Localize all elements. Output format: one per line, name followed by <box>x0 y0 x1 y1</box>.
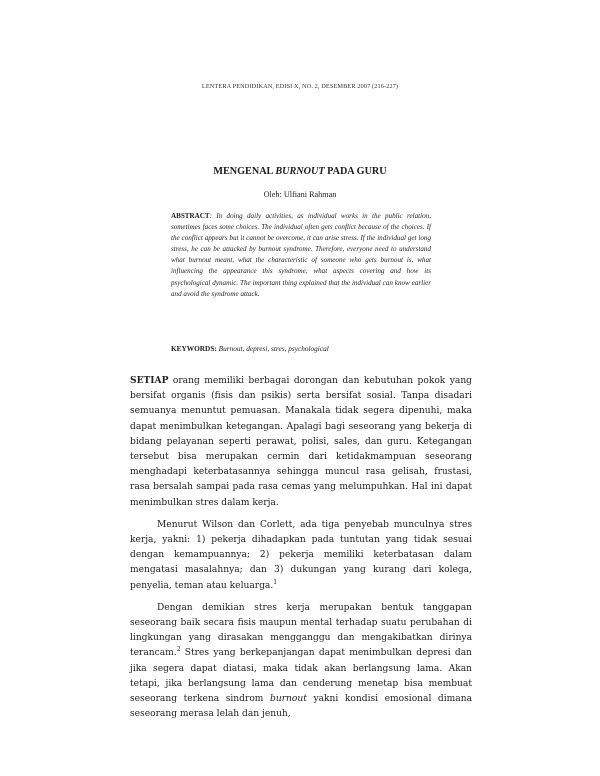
paragraph-2-text: Menurut Wilson dan Corlett, ada tiga penyebab munculnya stres kerja, yakni: 1) pekerja dihadapkan pada tuntutan yang tidak sesuai dengan kemampuannya; 2) pekerja memiliki keterbatasan dalam mengatasi masalahnya; dan 3) dukungan yang kurang dari kolega, penyelia, teman atau keluarga. <box>130 519 472 591</box>
abstract-label: ABSTRACT <box>171 212 210 220</box>
title-part-2: PADA GURU <box>324 166 387 177</box>
article-title <box>0 166 600 177</box>
paragraph-3-text-b: Stres yang berkepanjangan dapat menimbulkan depresi dan jika segera dapat diatasi, maka tidak akan berlangsung lama. Akan tetapi, jika berlangsung lama dan cenderung menetap bisa membuat seseorang terkena sindrom <box>130 648 472 705</box>
author-line: Oleh: Ulfiani Rahman <box>263 190 337 199</box>
paragraph-3 <box>130 601 472 723</box>
paragraph-3-italic: burnout <box>270 694 307 705</box>
title-part-1: MENGENAL <box>213 166 276 177</box>
paragraph-1 <box>130 373 472 511</box>
abstract <box>171 211 431 300</box>
paragraph-1-lead: SETIAP <box>130 375 169 386</box>
running-head: LENTERA PENDIDIKAN, EDISI X, NO. 2, DESEMBER 2007 (216-227) <box>201 83 399 90</box>
footnote-ref-1[interactable]: 1 <box>273 578 278 586</box>
title-italic: BURNOUT <box>275 166 325 177</box>
footnote-ref-2[interactable]: 2 <box>176 646 181 654</box>
paragraph-3-text-a: Dengan demikian stres kerja merupakan bentuk tanggapan seseorang baik secara fisis maupun mental terhadap suatu perubahan di lingkungan yang dirasakan mengganggu dan mengakibatkan dirinya terancam. <box>130 602 472 659</box>
body-text <box>130 373 472 722</box>
paragraph-2 <box>130 518 472 594</box>
paragraph-1-text: orang memiliki berbagai dorongan dan kebutuhan pokok yang bersifat organis (fisis dan psikis) serta bersifat sosial. Tanpa disadari semuanya menuntut pemuasan. Manakala tidak segera dipenuhi, maka dapat menimbulkan ketegangan. Apalagi bagi seseorang yang bekerja di bidang pelayanan seperti perawat, polisi, sales, dan guru. Ketegangan tersebut bisa merupakan cermin dari ketidakmampuan seseorang menghadapi keterbatasannya sehingga muncul rasa gelisah, frustasi, rasa bersalah sampai pada rasa cemas yang melumpuhkan. Hal ini dapat menimbulkan stres dalam kerja. <box>130 376 472 508</box>
abstract-text: : In doing daily activities, as individual works in the public relation, sometimes faces some choices. The individual often gets conflict because of the choices. If the conflict appears but it cannot be overcome, it can arise stress. If the individual get long stress, he can be attacked by burnout syndrome. Therefore, everyone need to understand what burnout meant, what the characteristic of someone who gets burnout is, what influencing the appearance this syndrome, what aspects covering and how its psychological dynamic. The important thing explained that the individual can know earlier and avoid the syndrome attack. <box>171 212 431 298</box>
keywords-label: KEYWORDS: <box>171 344 217 353</box>
keywords <box>171 344 431 353</box>
keywords-text: Burnout, depresi, stres, psychological <box>216 344 329 353</box>
paragraph-3-text-c: yakni kondisi emosional dimana seseorang merasa lelah dan jenuh, <box>130 694 472 720</box>
